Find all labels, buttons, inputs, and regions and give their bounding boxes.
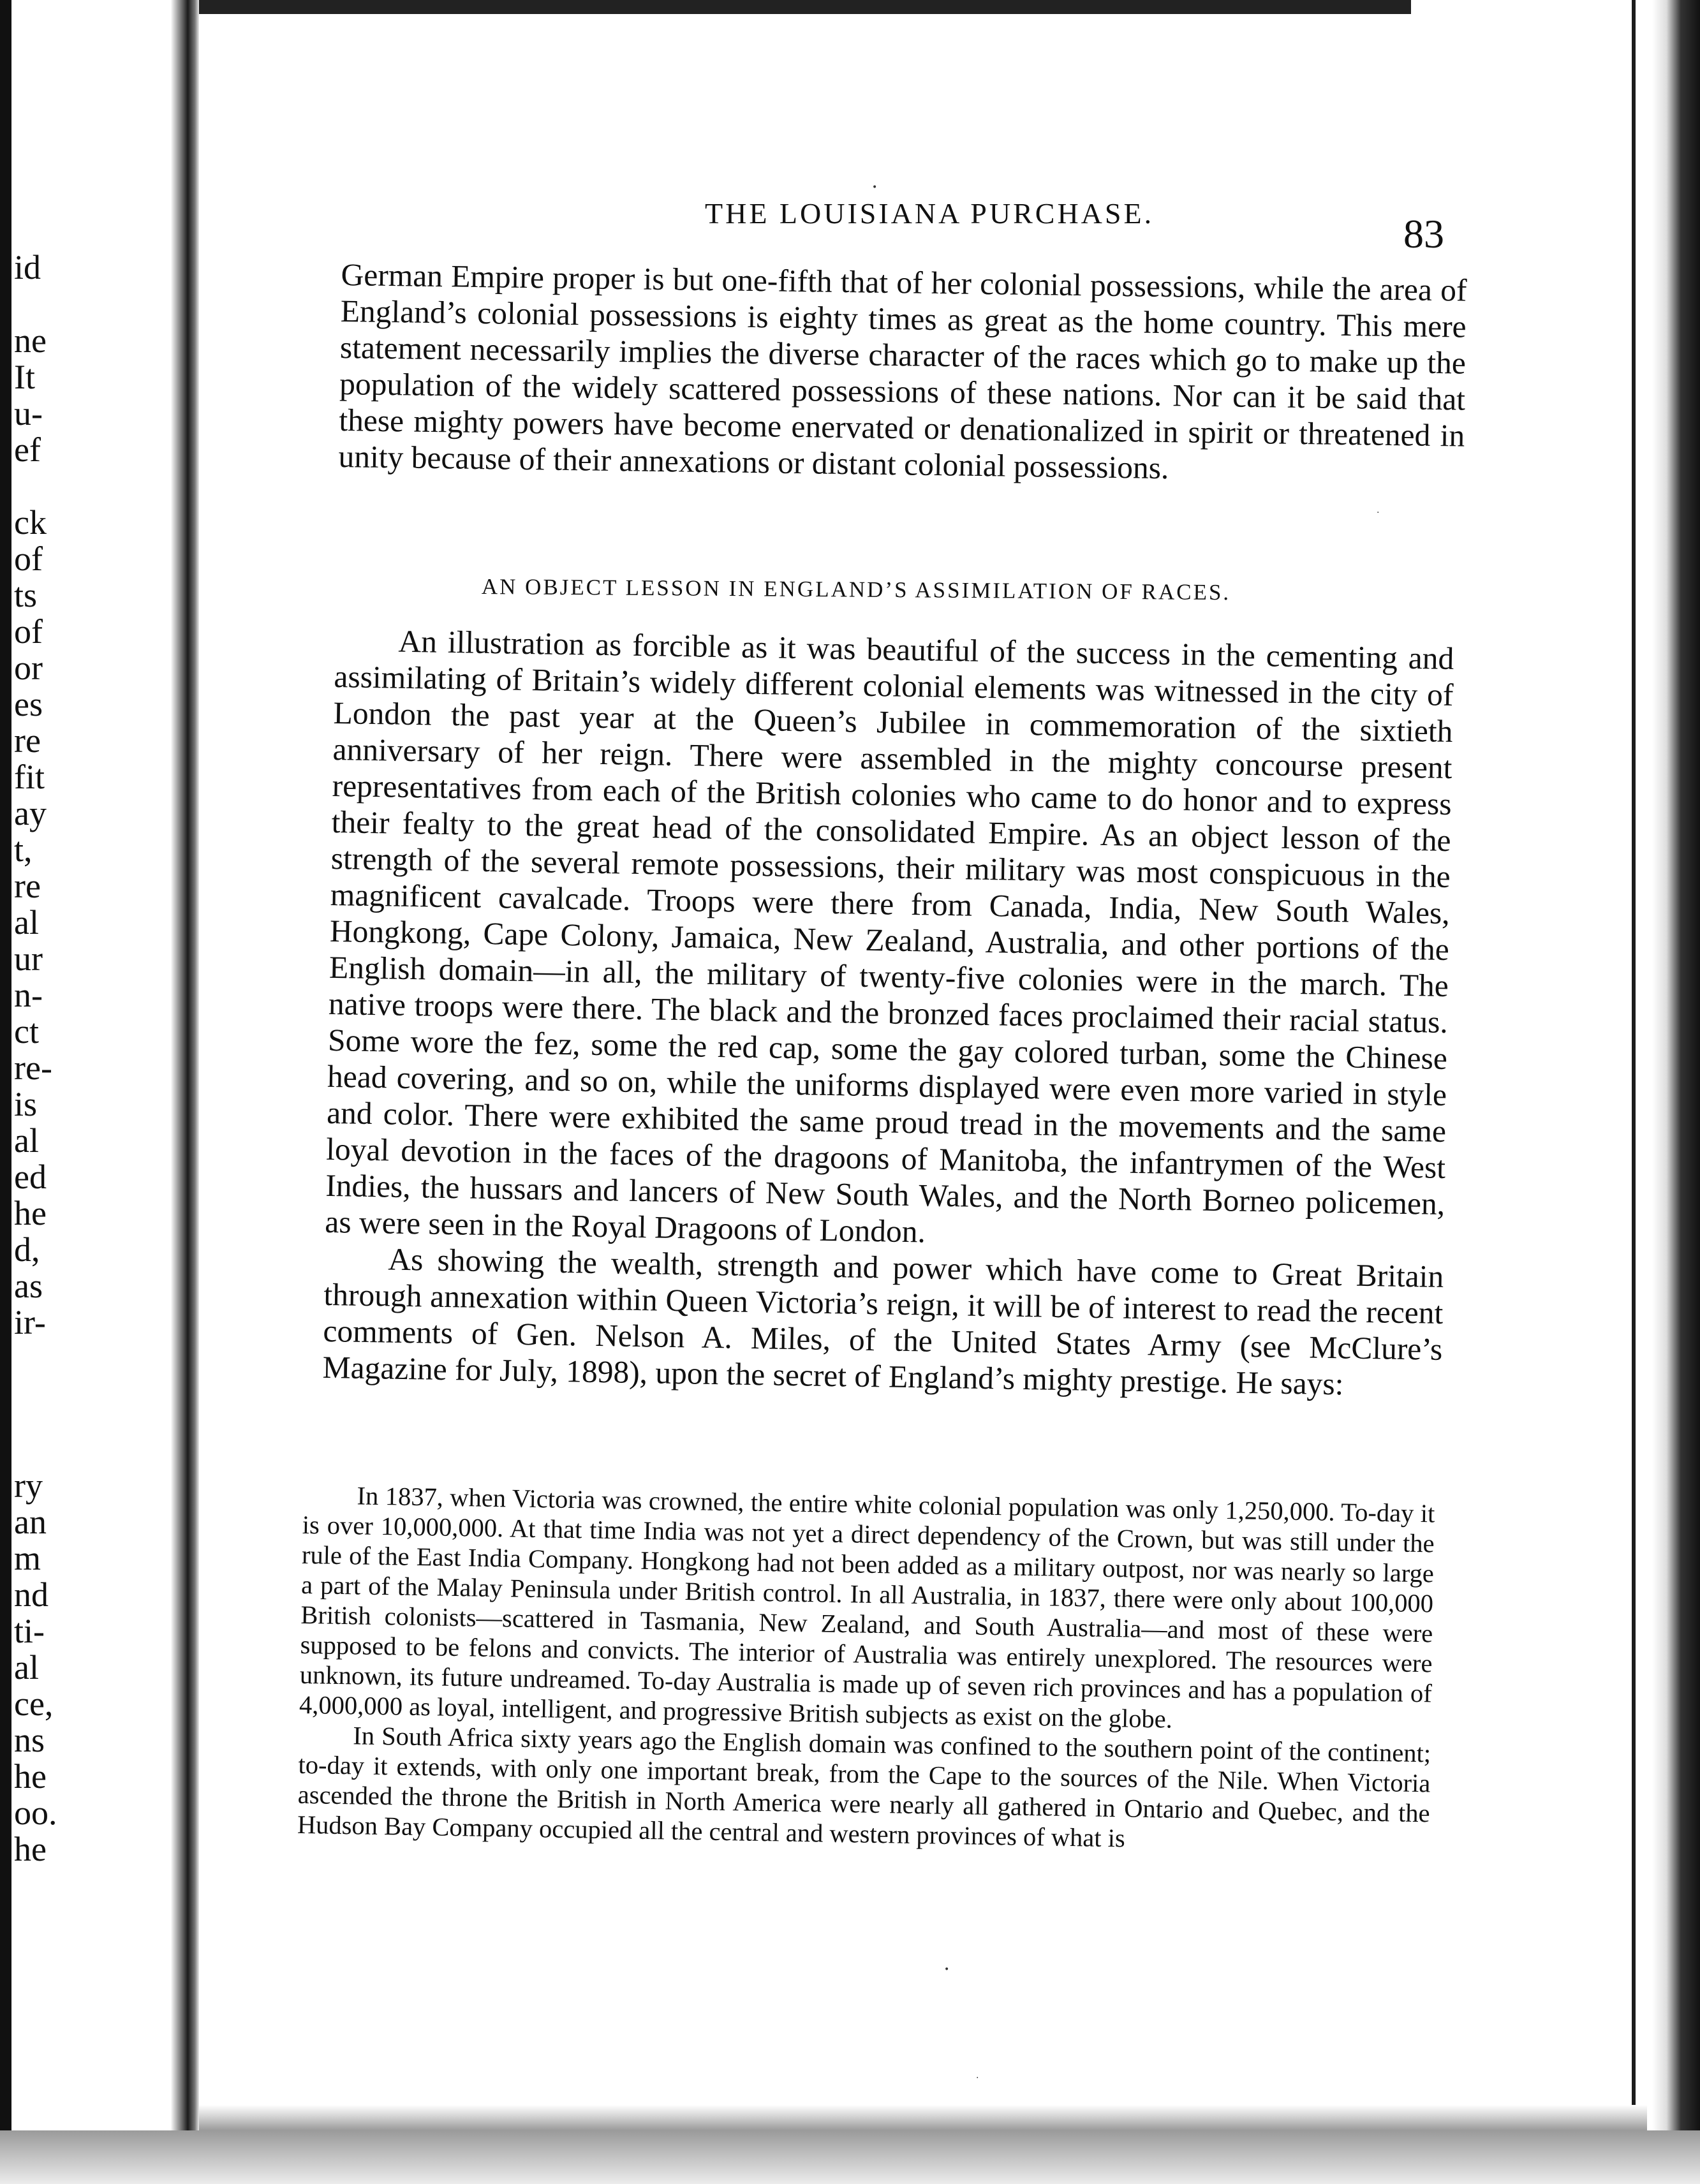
left-page-fragment: n- <box>14 976 43 1014</box>
left-page-fragment: re- <box>14 1049 52 1087</box>
left-page-fragment: is <box>14 1085 38 1123</box>
left-page-fragment: an <box>14 1503 47 1541</box>
left-page-fragment: re <box>14 867 41 905</box>
left-page-fragment: of <box>14 540 43 578</box>
page-number: 83 <box>1403 211 1444 256</box>
left-page-fragment: id <box>14 248 41 286</box>
left-page-fragment: ry <box>14 1466 43 1505</box>
quote-paragraph: In South Africa sixty years ago the English domain was confined to the southern point of the continent; to-day it extends, with only one important break, from the Cape to the sources of the Nile. When Victoria ascended the throne the British in North America were nearly all gathered in Ontario and Quebec, and the Hudson Bay Company occupied all the central and western provinces of what is <box>297 1721 1431 1853</box>
left-page-fragment: re <box>14 721 41 760</box>
left-page-fragment: d, <box>14 1230 40 1269</box>
left-page-fragment: he <box>14 1757 47 1796</box>
scan-speck: • <box>872 182 878 193</box>
left-page-fragment: t, <box>14 830 33 869</box>
left-page-fragment: ck <box>14 503 47 542</box>
scan-speck: · <box>976 2073 979 2083</box>
left-page-fragment: ti- <box>14 1612 45 1650</box>
left-page-fragment: ns <box>14 1721 45 1759</box>
scan-left-edge <box>0 0 11 2184</box>
left-page-fragment: as <box>14 1267 43 1305</box>
left-page-fragment: ay <box>14 794 47 832</box>
left-page-fragment: al <box>14 1648 39 1686</box>
left-page-fragment: ur <box>14 940 43 978</box>
left-page-fragment: fit <box>14 758 45 796</box>
quote-paragraph: In 1837, when Victoria was crowned, the entire white colonial population was only 1,250,000. To-day it is over 10,000,000. At that time India was not yet a direct dependency of the Crown, but was still under the rule of the East India Company. Hongkong had not been added as a military outpost, nor was nearly so large a part of the Malay Peninsula under British control. In all Australia, in 1837, there were only about 100,000 British colonists—scattered in Tasmania, New Zealand, and South Australia—and most of these were supposed to be felons and convicts. The interior of Australia was entirely unexplored. The resources were unknown, its future undreamed. To-day Australia is made up of seven rich provinces and has a population of 4,000,000 as loyal, intelligent, and progressive British subjects as exist on the globe. <box>299 1481 1435 1734</box>
running-head: THE LOUISIANA PURCHASE. <box>705 197 1155 230</box>
left-page-fragment: ir- <box>14 1303 46 1341</box>
left-page-fragment: ce, <box>14 1685 54 1723</box>
paragraph-jubilee: An illustration as forcible as it was beautiful of the success in the cementing and assimilating of Britain’s widely different colonial elements was witnessed in the city of London the past year at the Queen’s Jubilee in commemoration of the sixtieth anniversary of her reign. There were assembled in the mighty concourse present representatives from each of the British colonies who came to do honor and to express their fealty to the great head of the consolidated Empire. As an object lesson of the strength of the several remote possessions, their military was most conspicuous in the magnificent cavalcade. Troops were there from Canada, India, New South Wales, Hongkong, Cape Colony, Jamaica, New Zealand, Australia, and other portions of the English domain—in all, the military of twenty-five colonies were in the march. The native troops were there. The black and the bronzed faces proclaimed their racial status. Some wore the fez, some the red cap, some the gay colored turban, some the Chinese head covering, and so on, while the uniforms displayed were even more varied in style and color. There were exhibited the same proud tread in the movements and the same loyal devotion in the faces of the dragoons of Manitoba, the infantrymen of the West Indies, the hussars and lancers of New South Wales, and the North Borneo policemen, as were seen in the Royal Dragoons of London. <box>324 623 1454 1250</box>
left-page-fragment: oo. <box>14 1794 57 1832</box>
left-page-fragment: ne <box>14 321 47 360</box>
left-page-fragment: al <box>14 1121 39 1160</box>
section-heading: AN OBJECT LESSON IN ENGLAND’S ASSIMILATION OF RACES. <box>481 574 1231 605</box>
left-page-fragment: he <box>14 1194 47 1232</box>
scan-right-edge <box>1652 0 1700 2184</box>
left-page-fragment: It <box>14 358 35 396</box>
miles-quotation <box>297 1480 1435 1858</box>
left-page-fragment: nd <box>14 1575 48 1614</box>
left-page-fragment: ef <box>14 431 41 469</box>
left-page-fragment: u- <box>14 394 43 432</box>
page-right-border <box>1632 0 1636 2124</box>
left-page-fragment: al <box>14 903 39 941</box>
left-page-fragment: ct <box>14 1012 39 1051</box>
left-page-fragment: m <box>14 1539 41 1577</box>
left-page-fragment: of <box>14 612 43 651</box>
scan-bottom-edge <box>0 2130 1700 2184</box>
paragraph-miles: As showing the wealth, strength and power which have come to Great Britain through annexation within Queen Victoria’s reign, it will be of interest to read the recent comments of Gen. Nelson A. Miles, of the United States Army (see McClure’s Magazine for July, 1898), upon the secret of England’s mighty prestige. He says: <box>322 1241 1444 1402</box>
left-page-fragment: ts <box>14 576 38 614</box>
left-page-fragment: he <box>14 1830 47 1868</box>
book-gutter <box>171 0 199 2184</box>
page-bottom-shadow <box>199 2105 1647 2130</box>
left-page-fragment: es <box>14 685 43 723</box>
left-page-fragment: or <box>14 649 43 687</box>
left-page-fragment: ed <box>14 1158 47 1196</box>
main-text-column <box>322 622 1454 1404</box>
scan-speck: • <box>944 1965 950 1975</box>
scan-top-edge <box>199 0 1411 14</box>
opening-paragraph: German Empire proper is but one-fifth that of her colonial possessions, while the area of England’s colonial possessions is eighty times as great as the home country. This mere statement necessarily implies the diverse character of the races which go to make up the population of the widely scattered possessions of these nations. Nor can it be said that these mighty powers have become enervated or denationalized in spirit or threatened in unity because of their annexations or distant colonial possessions. <box>338 256 1467 486</box>
scan-speck: · <box>1377 508 1380 518</box>
